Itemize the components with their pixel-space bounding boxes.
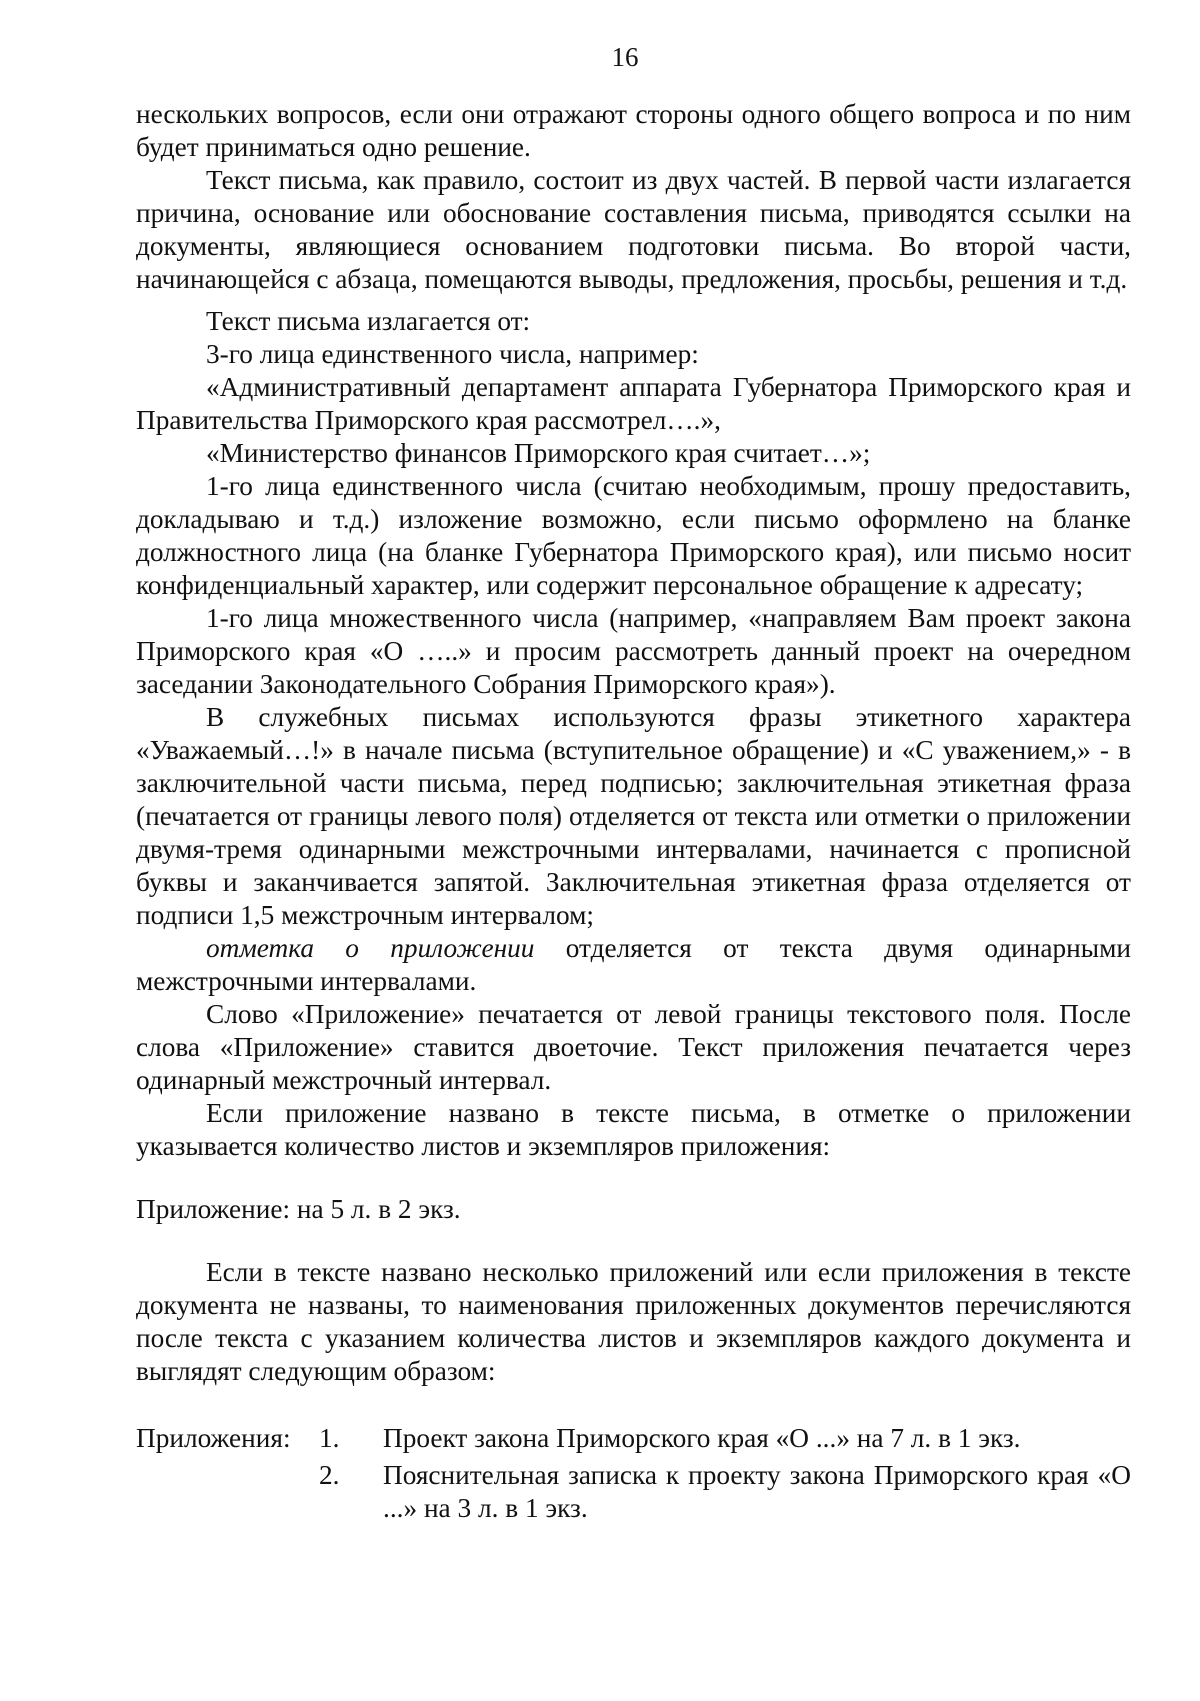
paragraph: Слово «Приложение» печатается от левой границы текстового поля. После слова «Приложение» ставится двоеточие. Текст приложения печатается через одинарный межстрочный интервал. (136, 999, 1131, 1095)
paragraph: Если в тексте названо несколько приложений или если приложения в тексте документа не названы, то наименования приложенных документов перечисляются после текста с указанием количества листов и экземпляров каждого документа и выглядят следующим образом: (136, 1257, 1131, 1386)
appendix-label: Приложения: (136, 1423, 291, 1453)
paragraph: 1-го лица единственного числа (считаю необходимым, прошу предоставить, докладываю и т.д.) изложение возможно, если письмо оформлено на бланке должностного лица (на бланке Губернатора Приморского края), или письмо носит конфиденциальный характер, или содержит персональное обращение к адресату; (136, 471, 1131, 600)
paragraph: Если приложение названо в тексте письма, в отметке о приложении указывается количество листов и экземпляров приложения: (136, 1098, 1131, 1161)
paragraph: «Административный департамент аппарата Губернатора Приморского края и Правительства Приморского края рассмотрел….», (136, 372, 1131, 435)
list-item-number: 1. (319, 1423, 340, 1453)
paragraph-text: отделяется от текста двумя одинарными межстрочными интервалами. (136, 933, 1131, 996)
paragraph: «Министерство финансов Приморского края считает…»; (206, 438, 871, 468)
list-item-text: Проект закона Приморского края «О ...» на 7 л. в 1 экз. (383, 1423, 1021, 1453)
appendix-example: Приложение: на 5 л. в 2 экз. (136, 1194, 461, 1224)
paragraph: 3-го лица единственного числа, например: (206, 339, 699, 369)
paragraph: В служебных письмах используются фразы этикетного характера «Уважаемый…!» в начале письма (вступительное обращение) и «С уважением,» - в заключительной части письма, перед подписью; заключительная этикетная фраза (печатается от границы левого поля) отделяется от текста или отметки о приложении двумя-тремя одинарными межстрочными интервалами, начинается с прописной буквы и заканчивается запятой. Заключительная этикетная фраза отделяется от подписи 1,5 межстрочным интервалом; (136, 702, 1131, 930)
paragraph (136, 932, 1131, 998)
paragraph: 1-го лица множественного числа (например, «направляем Вам проект закона Приморского края «О …..» и просим рассмотреть данный проект на очередном заседании Законодательного Собрания Приморского края»). (136, 603, 1131, 699)
page-body (136, 98, 1131, 1529)
page-number: 16 (611, 42, 639, 72)
paragraph: Текст письма, как правило, состоит из двух частей. В первой части излагается причина, основание или обоснование составления письма, приводятся ссылки на документы, являющиеся основанием подготовки письма. Во второй части, начинающейся с абзаца, помещаются выводы, предложения, просьбы, решения и т.д. (136, 165, 1131, 294)
appendix-items (319, 1422, 1131, 1529)
paragraph: Текст письма излагается от: (206, 306, 531, 336)
list-item-number: 2. (319, 1460, 340, 1490)
list-item (319, 1422, 1131, 1455)
paragraph: нескольких вопросов, если они отражают стороны одного общего вопроса и по ним будет приниматься одно решение. (136, 99, 1131, 162)
list-item (319, 1459, 1131, 1525)
appendix-list (136, 1422, 1131, 1529)
italic-phrase: отметка о приложении (206, 933, 535, 963)
list-item-text: Пояснительная записка к проекту закона Приморского края «О ...» на 3 л. в 1 экз. (383, 1460, 1131, 1523)
